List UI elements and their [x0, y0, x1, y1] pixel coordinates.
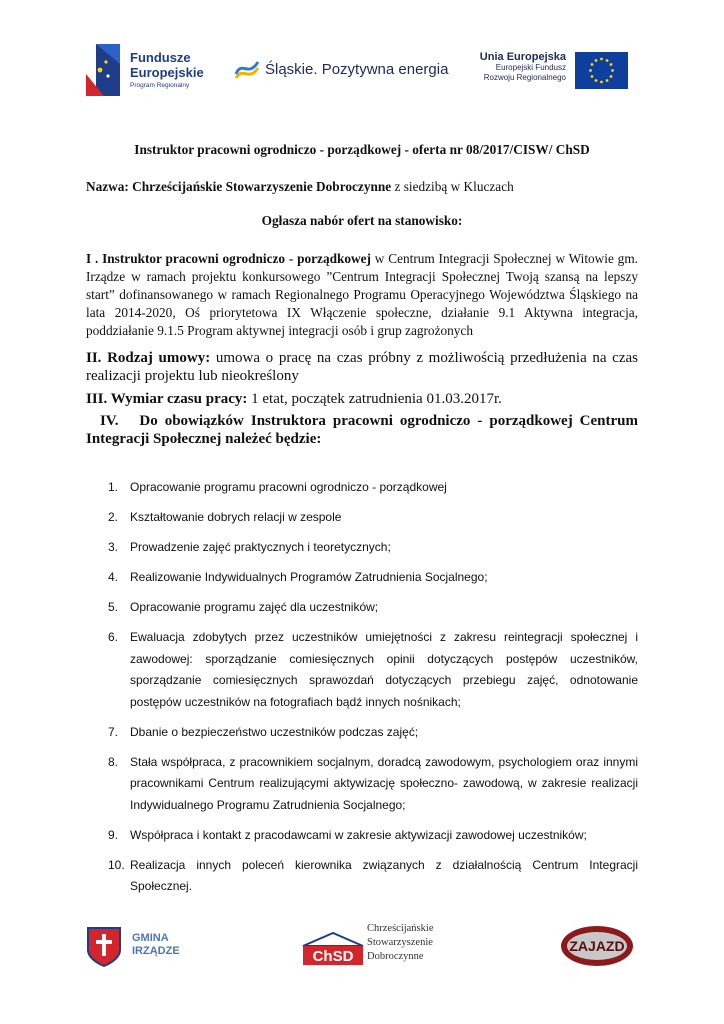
- ue-line1: Europejski Fundusz: [495, 63, 566, 72]
- organization-seat: z siedzibą w Kluczach: [391, 179, 514, 194]
- duty-item: [108, 477, 638, 499]
- eu-flag-icon: [575, 52, 628, 89]
- chsd-logo: [301, 922, 461, 974]
- section-1-text: w Centrum Integracji Społecznej w Witowie gm. Irządze w ramach projektu konkursowego ”Centrum Integracji Społecznej Twoją szansą na lepszy start” dofinansowanego w ramach Regionalnego Programu Operacyjnego Województwa Śląskiego na lata 2014-2020, Oś priorytetowa IX Włączenie społeczne, działanie 9.1 Aktywna integracja, poddziałanie 9.1.5 Program aktywnej integracji osób i grup zagrożonych: [86, 251, 638, 338]
- unia-europejska-text: [456, 51, 566, 83]
- duty-number: 4.: [108, 570, 119, 584]
- section-2-head: II. Rodzaj umowy:: [86, 350, 211, 366]
- fe-flag-icon: [86, 44, 120, 96]
- chsd-line3: Dobroczynne: [367, 951, 424, 962]
- gmina-coat-of-arms-icon: [86, 926, 122, 968]
- section-3-text: 1 etat, początek zatrudnienia 01.03.2017r.: [247, 391, 502, 407]
- duty-item: [108, 627, 638, 713]
- duty-number: 5.: [108, 600, 119, 614]
- duty-text: Kształtowanie dobrych relacji w zespole: [130, 510, 342, 524]
- duty-item: [108, 567, 638, 589]
- duty-text: Stała współpraca, z pracownikiem socjalnym, doradcą zawodowym, psychologiem oraz innymi pracownikami Centrum realizującymi aktywizację społeczno- zawodową, w zakresie realizacji Indywidualnego Programu Zatrudnienia Socjalnego;: [130, 754, 638, 812]
- fundusze-europejskie-logo: [86, 44, 216, 100]
- slaskie-logo: [234, 56, 449, 86]
- duty-text: Opracowanie programu zajęć dla uczestników;: [130, 600, 379, 614]
- ue-title: Unia Europejska: [479, 51, 566, 63]
- duty-text: Ewaluacja zdobytych przez uczestników umiejętności z zakresu reintegracji społecznej i zawodowej: sporządzanie comiesięcznych opinii dotyczących postępów uczestników, sporządzanie comiesięcznych sprawozdań dotyczących przebiegu zajęć, odnotowanie postępów uczestników na fotografiach bądź innych nośnikach;: [130, 630, 638, 709]
- duty-text: Realizowanie Indywidualnych Programów Zatrudnienia Socjalnego;: [130, 570, 488, 584]
- chsd-badge-text: ChSD: [312, 948, 354, 965]
- duties-list: [108, 477, 638, 906]
- duty-text: Prowadzenie zajęć praktycznych i teoretycznych;: [130, 540, 391, 554]
- duty-number: 1.: [108, 480, 119, 494]
- duty-item: [108, 507, 638, 529]
- duty-number: 6.: [108, 630, 119, 644]
- duty-item: [108, 722, 638, 744]
- duty-number: 10.: [108, 857, 125, 872]
- footer-logos: [86, 920, 638, 980]
- zajazd-text: ZAJAZD: [569, 938, 625, 954]
- duty-item: [108, 537, 638, 559]
- slaskie-text: Śląskie. Pozytywna energia: [265, 61, 449, 78]
- section-3: [86, 390, 638, 408]
- duty-number: 7.: [108, 724, 119, 739]
- announce-heading: Ogłasza nabór ofert na stanowisko:: [261, 213, 463, 228]
- duty-item: [108, 855, 638, 898]
- section-2: [86, 349, 638, 385]
- section-3-head: III. Wymiar czasu pracy:: [86, 391, 248, 407]
- gmina-line2: IRZĄDZE: [132, 945, 180, 957]
- duty-number: 3.: [108, 540, 119, 554]
- gmina-line1: GMINA: [132, 932, 169, 944]
- fe-line1: Fundusze: [130, 50, 191, 65]
- fe-sub: Program Regionalny: [130, 82, 190, 89]
- duty-item: [108, 597, 638, 619]
- chsd-line2: Stowarzyszenie: [367, 937, 433, 948]
- fe-line2: Europejskie: [130, 65, 204, 80]
- ue-line2: Rozwoju Regionalnego: [483, 73, 566, 82]
- chsd-house-icon: [301, 932, 365, 966]
- section-1: [86, 250, 638, 340]
- slaskie-wave-icon: [234, 56, 260, 82]
- duty-text: Opracowanie programu pracowni ogrodniczo - porządkowej: [130, 480, 447, 494]
- gmina-text: [132, 932, 180, 958]
- header-logos: [86, 40, 638, 110]
- chsd-line1: Chrześcijańskie: [367, 923, 434, 934]
- organization-line: [86, 178, 638, 196]
- duty-number: 9.: [108, 827, 119, 842]
- duty-number: 2.: [108, 510, 119, 524]
- section-4-head: IV. Do obowiązków Instruktora pracowni ogrodniczo - porządkowej Centrum Integracji Społecznej należeć będzie:: [86, 413, 642, 447]
- section-1-head: I . Instruktor pracowni ogrodniczo - porządkowej: [86, 251, 371, 266]
- duty-text: Dbanie o bezpieczeństwo uczestników podczas zajęć;: [130, 724, 419, 739]
- organization-name: Nazwa: Chrześcijańskie Stowarzyszenie Dobroczynne: [86, 179, 392, 194]
- duty-item: [108, 825, 638, 847]
- duty-text: Realizacja innych poleceń kierownika związanych z działalnością Centrum Integracji Społecznej.: [130, 857, 638, 893]
- duty-text: Współpraca i kontakt z pracodawcami w zakresie aktywizacji zawodowej uczestników;: [130, 827, 587, 842]
- duty-item: [108, 752, 638, 817]
- document-title: Instruktor pracowni ogrodniczo - porządkowej - oferta nr 08/2017/CISW/ ChSD: [134, 142, 590, 157]
- section-2-text: umowa o pracę na czas próbny z możliwością przedłużenia na czas realizacji projektu lub nieokreślony: [86, 350, 638, 384]
- zajazd-logo: [556, 922, 638, 970]
- duty-number: 8.: [108, 754, 119, 769]
